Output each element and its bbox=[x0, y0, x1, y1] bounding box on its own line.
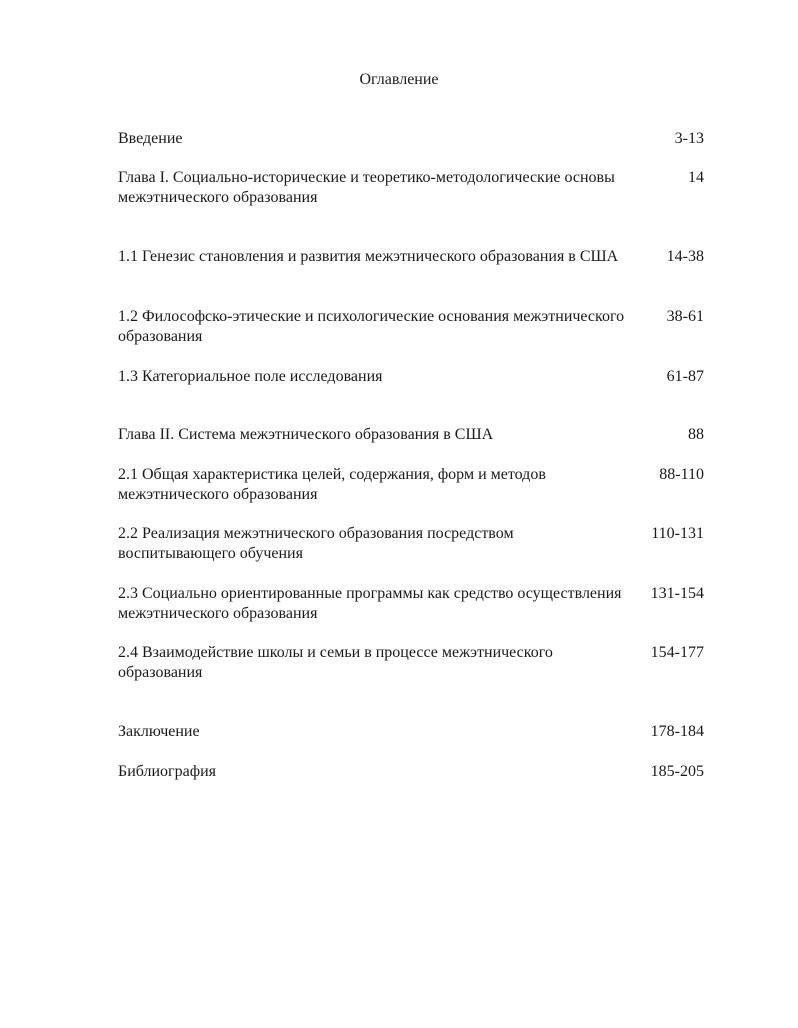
toc-entry-pages: 38-61 bbox=[666, 308, 704, 325]
page-title: Оглавление bbox=[359, 71, 439, 88]
toc-entry-text: 2.4 Взаимодействие школы и семьи в процессе межэтнического образования bbox=[118, 644, 553, 681]
toc-entry-pages: 88-110 bbox=[659, 466, 704, 483]
toc-entry-pages: 88 bbox=[688, 426, 704, 443]
toc-entry-text: Введение bbox=[118, 130, 183, 147]
toc-entry-text: Глава II. Система межэтнического образования в США bbox=[118, 426, 494, 443]
toc-entry-text: 1.3 Категориальное поле исследования bbox=[118, 368, 383, 385]
toc-entry-pages: 110-131 bbox=[651, 525, 704, 542]
toc-entry-text: 1.1 Генезис становления и развития межэтнического образования в США bbox=[118, 248, 619, 265]
toc-entry-pages: 178-184 bbox=[650, 723, 704, 740]
toc-entry-pages: 3-13 bbox=[674, 130, 704, 147]
toc-entry-text: Заключение bbox=[118, 723, 200, 740]
toc-entry-pages: 14-38 bbox=[666, 248, 704, 265]
toc-entry-pages: 131-154 bbox=[650, 585, 704, 602]
toc-entry-pages: 185-205 bbox=[650, 763, 704, 780]
toc-entry-text: 2.2 Реализация межэтнического образования посредством воспитывающего обучения bbox=[118, 525, 514, 562]
toc-entry-text: 2.1 Общая характеристика целей, содержания, форм и методов межэтнического образования bbox=[118, 466, 546, 503]
toc-entry-text: 2.3 Социально ориентированные программы как средство осуществления межэтнического образования bbox=[118, 585, 622, 622]
toc-entry-pages: 61-87 bbox=[666, 368, 704, 385]
toc-entry-text: Глава I. Социально-исторические и теоретико-методологические основы межэтнического образования bbox=[118, 169, 615, 206]
toc-entry-text: 1.2 Философско-этические и психологические основания межэтнического образования bbox=[118, 308, 625, 345]
toc-entry-pages: 14 bbox=[688, 169, 704, 186]
toc-entry-text: Библиография bbox=[118, 763, 216, 780]
toc-entry-pages: 154-177 bbox=[650, 644, 704, 661]
